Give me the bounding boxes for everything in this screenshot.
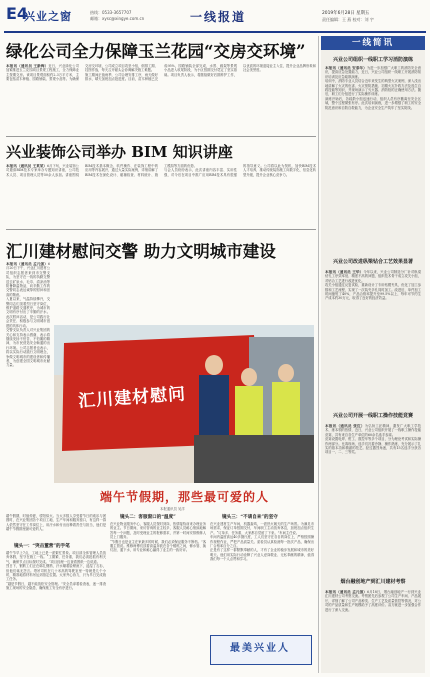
brand-name: 兴业之窗	[24, 10, 72, 23]
article-text: 6月20日下午，兴业汇川建材公司组织志愿者来到市交警支队，为坚守在一线的执勤交警送去矿泉水、毛巾、清凉油等防暑降温物品，向辛勤工作的交警同志表达诚挚的慰问和崇高的敬意。 入夏以来，气温持续攀升，交警同志们顶着烈日坚守岗位，维护道路交通秩序，为城市的文明有序付出了辛勤的汗水。此次慰问活动，是公司践行社会责任、积极参与文明城市创建的具体行动。 交警支队负责人对兴业集团的关心和支持表示感谢，表示将继续发扬不怕苦、不怕累的精神，为市民营造安全畅通的出行环境。公司志愿者也表示，将以实际行动践行文明理念，争做文明城市的建设者和传播者，为创建全国文明城市贡献力量。	[6, 262, 50, 368]
divider	[6, 136, 316, 137]
brief-text: 为进一步加强广大职工的消防安全意识，提高应急处置能力，近日，兴业公司组织一线职工开展消防知识培训及应急疏散演练。 培训中，消防专业人员结合近年来发生的典型火灾案例，深入浅出地讲解了火灾的危害、火灾预防措施、初期火灾扑救方法及逃生自救技能等知识，并现场演示了灭火器、消防栓的正确使用方法。随后，职工们分组进行了实际操作训练。 演练开始后，各疏散小组迅速行动，组织人员有序撤离至安全区域，整个过程紧张有序。此次培训演练，进一步增强了职工的安全防范意识和自防自救能力，为企业安全生产筑牢了坚实防线。	[325, 66, 421, 110]
feature-text: 端午节早上7点，工地上已是一派繁忙景象。项目部全体管理人员放弃休假，坚守在施工一线。“工期紧、任务重，我们必须抢抓有利天气，确保节点目标按时完成。”项目经理一边查看图纸一边说道。 烈日下，钢筋工们正在绑扎钢筋，汗水顺着脸颊流下，浸湿了衣衫，但他们毫无怨言。塔吊司机在几十米高的驾驶室里一待就是几个小时，精准地将材料吊运到指定位置。大家齐心协力，只为早日完成施工任务。 “越是节假日，越不能放松安全管理。”安全员拿着检查表，逐一排查施工现场的安全隐患，确保施工安全有序进行。	[6, 551, 106, 591]
brief-byline: 本报讯（通讯员 安泰年）	[325, 66, 367, 70]
article-byline: 本报讯（通讯员 王新梅）	[6, 64, 49, 68]
brief-text: 为弘扬工匠精神，激发广大职工学技术、练本领的热情，近日，兴业公司组织开展了一线职工操作技能竞赛，共有来自各生产单位的60余名选手参赛。 竞赛设置电焊、钳工、数控车等多个项目，分为理论考试和实际操作两部分。比赛现场，选手们沉着冷静、操作熟练，充分展示了扎实的基本功和精湛的技艺。经过激烈角逐，共有15名选手分获各项目一、二、三等奖。	[325, 424, 421, 455]
brief-text: 6月18日，烟台融创地产一行到兴业汇川建材公司考察交流。考察团先后参观了公司生产车间、产品展厅，详细了解了公司产品种类、生产工艺及质量管控等情况，对公司的产品质量和生产规模给予了高度评价。双方就进一步加强合作进行了深入交流。	[325, 590, 421, 612]
brief-title: 兴业公司改进纵梁钻合工艺效果显著	[332, 259, 413, 265]
article-byline: 本报讯（通讯员 王某某）	[6, 164, 48, 168]
news-photo	[54, 325, 314, 483]
section-title: 一线报道	[190, 10, 247, 24]
column-logo-text: 最美兴业人	[230, 643, 290, 654]
article-text: 6月下旬，兴业装饰公司邀请BIM技术专家举办专题知识讲座，公司技术人员、项目管理人员等50余人参加。讲座围绕BIM技术基本概念、软件操作、在装饰工程中的应用等内容展开，通过大量实际案例，详细讲解了BIM技术在深化设计、碰撞检查、材料统计、施工模拟等方面的优势。 与会人员纷纷表示，此次讲座内容丰富、实用性强，对今后在项目中推广应用BIM技术具有很强的指导意义。公司将以此为契机，加快BIM技术人才培养，推动传统装饰施工向数字化、信息化转型升级，提升企业核心竞争力。	[6, 164, 316, 177]
brief-title: 烟台融创地产到汇川建材考察	[340, 579, 406, 585]
feature-subhead: 镜头三：“不请自来”的坚守	[222, 515, 278, 520]
article-byline: 本报讯（通讯员 孟凡强）	[6, 262, 48, 266]
email: 邮箱：xysc@xingye.com.cn	[90, 16, 145, 21]
brief-byline: 本报讯（通讯员 张红）	[325, 424, 365, 428]
brief-title: 兴业公司组织一线职工学习消防演练	[332, 57, 413, 63]
article-body	[6, 262, 50, 486]
issue-date: 2019年6月28日 星期五	[322, 11, 370, 16]
brief-text: 今年以来，兴业公司制造分厂针对纵梁钻孔工序效率低、精度不高的问题，组织技术骨干成立攻关小组，对钻合工艺进行改进优化。 攻关小组通过反复试验，重新设计了专用钻模夹具，优化了加工参数和工艺流程，实现了一次装夹多孔同时加工。改进后，单件加工时间缩短了40%，产品合格率提升至99.5%以上，每年可节约生产成本约30万元，取得了良好的经济效益。	[325, 270, 421, 301]
feature-text: 在兴业物业服务中心，客服人员按时到岗，热情接待前来办理业务的业主。节日期间，来访咨询的业主较多，客服人员耐心细致地解答每一个问题，及时受理业主的报修需求，并第一时间安排维修人员上门服务。 “节假日也是业主在家最多的时候，我们必须保证服务不断档。”客服主管说。维修师傅们顶着高温奔波在各个楼栋之间，修水管、换灯泡、通下水，用专业和耐心赢得了业主的一致好评。	[110, 522, 206, 553]
editors: 责任编辑：王 燕 校对：刘 宇	[322, 17, 374, 22]
feature-text: 在兴业建材生产车间，机器轰鸣，一派热火朝天的生产场景。为满足市场需求，保证订单按期交付，车间职工主动放弃休息，加班加点组织生产。“订单多、任务重，大家都自觉留了下来。”车间主任说。 车间内温度高达40多摄氏度，工人们坚守在各自的岗位上，严格按照操作规程作业，严把产品质量关。质检员认真检测每一批次产品，确保出厂合格率百分之百。 正是有了这样一群默默奉献的人，才有了企业的稳步发展和城市的美好明天。他们用实际行动诠释了兴业人爱岗敬业、无私奉献的精神，值得我们每一个人点赞和学习。	[210, 522, 314, 562]
brief-byline: 本报讯（通讯员 王华）	[325, 270, 364, 274]
divider	[6, 229, 316, 230]
photo-caption: 端午节假期，那些最可爱的人	[99, 490, 269, 504]
brief-body	[325, 424, 421, 572]
article-body	[6, 64, 316, 134]
page-number: E4	[6, 4, 29, 23]
feature-subhead: 镜头二：客服窗口的“温度”	[120, 515, 176, 520]
article-text: 近日，兴业绿化公司加紧推进玉兰花园项目景观工程施工，全力保障业主按期交房。该项目景观面积约2.3万平方米，主要包括苗木种植、园路铺装、景观小品等。为确保交房交环境，公司成立项目攻坚小组，倒排工期、挂图作战，每天召开碰头会协调解决施工难题。 施工期间正值雨季，公司合理安排工序，雨天做好排水，晴天加班加点抢进度。目前，苗木种植已完成95%，园路铺装全部完成，水景、廊架等景观小品进入收尾阶段，为小区按期交付奠定了坚实基础。项目负责人表示，将继续做好后期养护工作，以优质的环境迎接业主入住，提升企业品牌形象和社会美誉度。	[6, 64, 316, 82]
banner-text: 汇川建材慰问	[77, 384, 187, 412]
feature-intro: 端午假期，时值仲夏，骄阳似火。当大多数人享受着节日的欢乐与团圆时，在兴业集团各个项目工地、生产车间和服务窗口，有这样一群人依然坚守在工作岗位上，用汗水和付出诠释着责任与担当，他们是端午节假期里最可爱的人。	[6, 514, 106, 532]
photo-credit: 本报通讯员 吴洋	[160, 507, 185, 511]
brief-body	[325, 270, 421, 404]
sidebar-title: 一线简讯	[351, 38, 394, 48]
article-title: 兴业装饰公司举办 BIM 知识讲座	[6, 143, 233, 161]
feature-subhead: 镜头一：“突击董营”的手笔	[14, 544, 70, 549]
header-rule	[4, 31, 426, 33]
article-title: 汇川建材慰问交警 助力文明城市建设	[6, 242, 276, 261]
brief-body	[325, 590, 421, 670]
brief-body	[325, 66, 421, 252]
article-title: 绿化公司全力保障玉兰花园“交房交环境”	[6, 42, 306, 61]
article-body	[6, 164, 316, 226]
brief-title: 兴业公司开展一线职工操作技能竞赛	[332, 413, 413, 419]
hotline: 热线：0533-3657707	[90, 10, 132, 15]
column-divider	[318, 36, 319, 673]
brief-byline: 本报讯（通讯员 孟凡强）	[325, 590, 368, 594]
